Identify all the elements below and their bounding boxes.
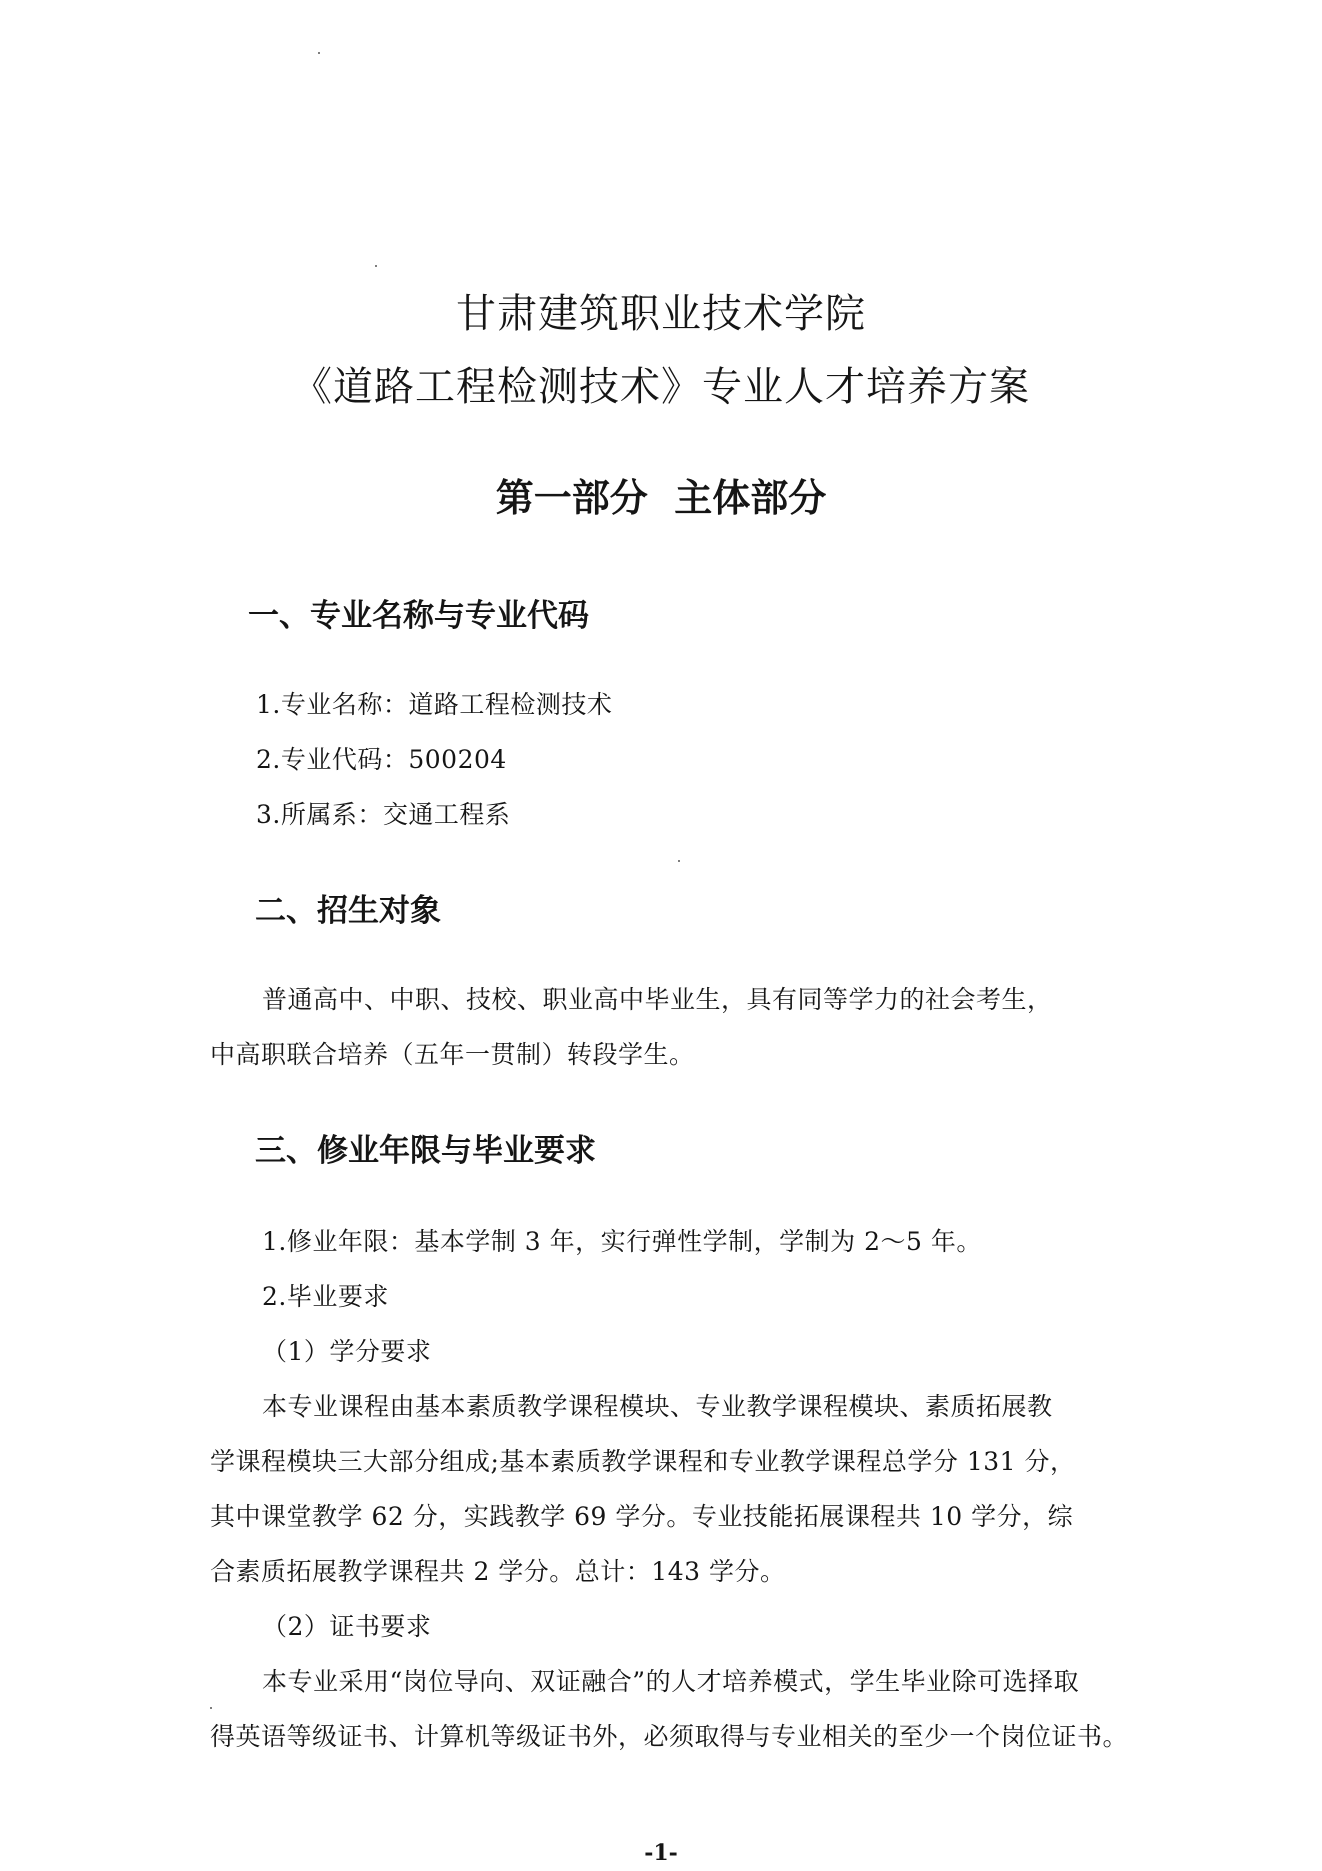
section-heading-major: 一、专业名称与专业代码 (248, 598, 589, 634)
plan-title: 《道路工程检测技术》专业人才培养方案 (292, 364, 1030, 410)
page-number: -1- (644, 1840, 678, 1866)
scan-speck (318, 52, 320, 54)
department-item: 3.所属系：交通工程系 (256, 800, 511, 829)
school-name: 甘肃建筑职业技术学院 (456, 291, 866, 337)
credit-line-3: 其中课堂教学 62 分，实践教学 69 学分。专业技能拓展课程共 10 学分，综 (210, 1502, 1074, 1531)
credit-heading: （1）学分要求 (262, 1337, 432, 1366)
enrollment-line-2: 中高职联合培养（五年一贯制）转段学生。 (210, 1040, 695, 1069)
certificate-line-2: 得英语等级证书、计算机等级证书外，必须取得与专业相关的至少一个岗位证书。 (210, 1722, 1129, 1751)
scan-speck (210, 1707, 212, 1709)
major-code-item: 2.专业代码：500204 (256, 745, 507, 774)
section-heading-duration: 三、修业年限与毕业要求 (255, 1133, 596, 1169)
part-title: 第一部分 主体部分 (495, 476, 827, 520)
credit-line-1: 本专业课程由基本素质教学课程模块、专业教学课程模块、素质拓展教 (262, 1392, 1053, 1421)
scan-speck (678, 860, 680, 862)
duration-line: 1.修业年限：基本学制 3 年，实行弹性学制，学制为 2～5 年。 (262, 1227, 982, 1256)
enrollment-line-1: 普通高中、中职、技校、职业高中毕业生，具有同等学力的社会考生， (262, 985, 1053, 1014)
credit-line-4: 合素质拓展教学课程共 2 学分。总计：143 学分。 (210, 1557, 786, 1586)
credit-line-2: 学课程模块三大部分组成;基本素质教学课程和专业教学课程总学分 131 分， (210, 1447, 1076, 1476)
scan-speck (375, 265, 377, 267)
certificate-heading: （2）证书要求 (262, 1612, 432, 1641)
section-heading-enrollment: 二、招生对象 (255, 893, 441, 929)
major-name-item: 1.专业名称：道路工程检测技术 (256, 690, 613, 719)
graduation-requirements: 2.毕业要求 (262, 1282, 389, 1311)
certificate-line-1: 本专业采用“岗位导向、双证融合”的人才培养模式，学生毕业除可选择取 (262, 1667, 1080, 1696)
